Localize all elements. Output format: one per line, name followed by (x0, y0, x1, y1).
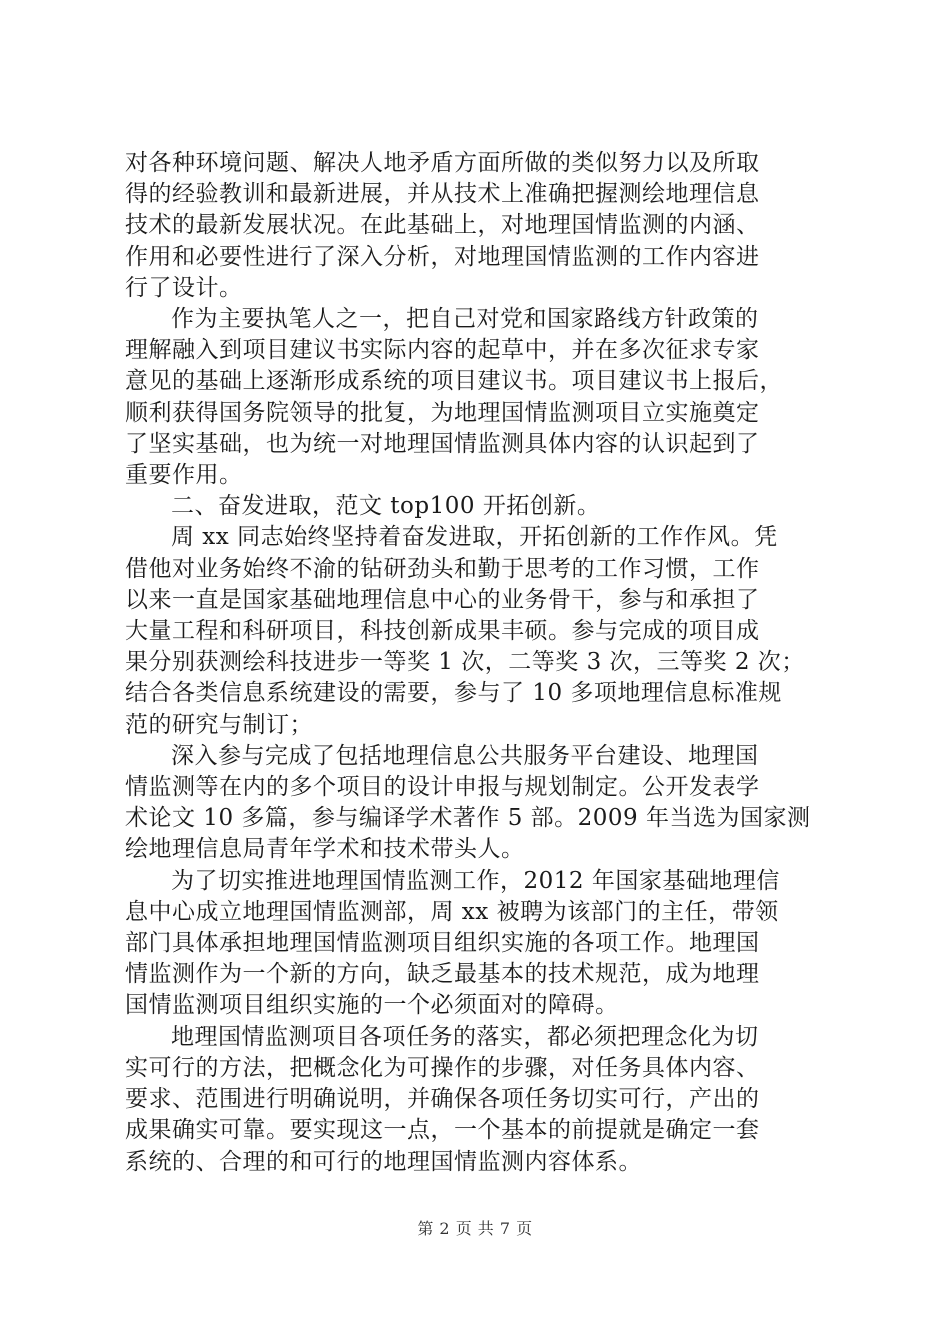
text-line: 技术的最新发展状况。在此基础上，对地理国情监测的内涵、 (125, 212, 760, 239)
text-line: 作为主要执笔人之一，把自己对党和国家路线方针政策的 (171, 306, 759, 333)
text-line: 系统的、合理的和可行的地理国情监测内容体系。 (125, 1148, 642, 1175)
document-body (125, 148, 845, 1178)
text-line: 部门具体承担地理国情监测项目组织实施的各项工作。地理国 (125, 930, 760, 957)
text-line: 术论文 10 多篇，参与编译学术著作 5 部。2009 年当选为国家测 (125, 805, 811, 832)
text-line: 理解融入到项目建议书实际内容的起草中，并在多次征求专家 (125, 337, 760, 364)
text-line: 成果确实可靠。要实现这一点，一个基本的前提就是确定一套 (125, 1117, 760, 1144)
text-line: 要求、范围进行明确说明，并确保各项任务切实可行，产出的 (125, 1086, 760, 1113)
text-line: 结合各类信息系统建设的需要，参与了 10 多项地理信息标准规 (125, 680, 782, 707)
text-line: 实可行的方法，把概念化为可操作的步骤，对任务具体内容、 (125, 1054, 760, 1081)
text-line: 二、奋发进取，范文 top100 开拓创新。 (171, 493, 601, 520)
page-footer: 第 2 页 共 7 页 (417, 1219, 533, 1238)
text-line: 得的经验教训和最新进展，并从技术上准确把握测绘地理信息 (125, 181, 760, 208)
text-line: 范的研究与制订； (125, 711, 313, 738)
text-line: 重要作用。 (125, 462, 243, 489)
text-line: 大量工程和科研项目，科技创新成果丰硕。参与完成的项目成 (125, 618, 760, 645)
text-line: 顺利获得国务院领导的批复，为地理国情监测项目立实施奠定 (125, 399, 760, 426)
text-line: 情监测作为一个新的方向，缺乏最基本的技术规范，成为地理 (125, 961, 760, 988)
text-line: 国情监测项目组织实施的一个必须面对的障碍。 (125, 992, 619, 1019)
text-line: 意见的基础上逐渐形成系统的项目建议书。项目建议书上报后， (125, 368, 783, 395)
text-line: 深入参与完成了包括地理信息公共服务平台建设、地理国 (171, 742, 759, 769)
text-line: 对各种环境问题、解决人地矛盾方面所做的类似努力以及所取 (125, 150, 760, 176)
text-line: 地理国情监测项目各项任务的落实，都必须把理念化为切 (171, 1023, 759, 1050)
text-line: 以来一直是国家基础地理信息中心的业务骨干，参与和承担了 (125, 586, 760, 613)
text-line: 作用和必要性进行了深入分析，对地理国情监测的工作内容进 (125, 243, 760, 270)
text-line: 果分别获测绘科技进步一等奖 1 次，二等奖 3 次，三等奖 2 次； (125, 649, 805, 676)
text-line: 情监测等在内的多个项目的设计申报与规划制定。公开发表学 (125, 774, 760, 801)
text-line: 为了切实推进地理国情监测工作，2012 年国家基础地理信 (171, 867, 780, 894)
text-line: 行了设计。 (125, 274, 243, 301)
text-line: 息中心成立地理国情监测部，周 xx 被聘为该部门的主任，带领 (125, 898, 779, 925)
text-line: 周 xx 同志始终坚持着奋发进取，开拓创新的工作作风。凭 (171, 524, 778, 551)
text-line: 绘地理信息局青年学术和技术带头人。 (125, 836, 525, 863)
text-line: 了坚实基础，也为统一对地理国情监测具体内容的认识起到了 (125, 430, 760, 457)
text-line: 借他对业务始终不渝的钻研劲头和勤于思考的工作习惯，工作 (125, 555, 760, 582)
